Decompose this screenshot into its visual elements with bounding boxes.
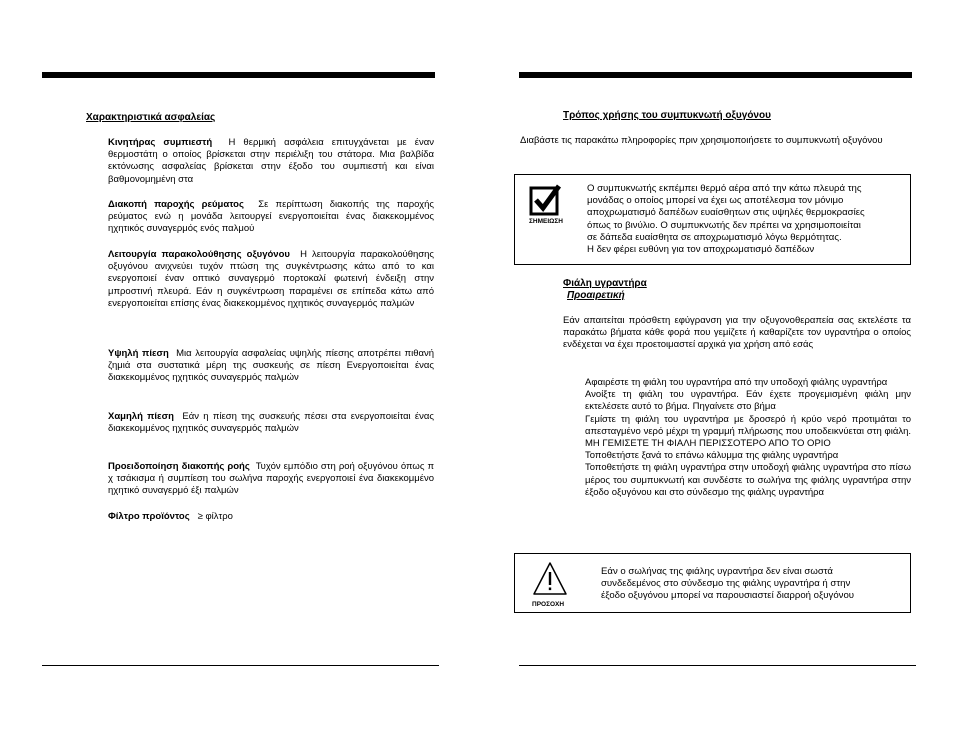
caution-line: συνδεδεμένος στο σύνδεσμο της φιάλης υγραντήρα ή στην	[601, 578, 851, 590]
safety-features-heading: Χαρακτηριστικά ασφαλείας	[86, 112, 216, 123]
section-high-pressure	[108, 348, 434, 385]
step-item: Γεμίστε τη φιάλη του υγραντήρα με δροσερό ή κρύο νερό προτιμάται το απεσταγμένο νερό μέχρι τη γραμμή πλήρωσης που υποδεικνύεται στη φιάλη. ΜΗ ΓΕΜΙΣΕΤΕ ΤΗ ΦΙΑΛΗ ΠΕΡΙΣΣΟΤΕΡΟ ΑΠΟ ΤΟ ΟΡΙΟ	[585, 413, 911, 450]
section-text: Σε περίπτωση διακοπής της παροχής ρεύματος ενώ η μονάδα λειτουργεί ενεργοποιείται ένας διακεκομμένος ηχητικός συναγερμός ενός παλμού	[108, 199, 435, 235]
section-text: Η λειτουργία παρακολούθησης οξυγόνου ανιχνεύει τυχόν πτώση της συγκέντρωσης κάτω από το και ενεργοποιεί έναν οπτικό συναγερμό πορτοκαλί φωτεινή ένδειξη στην μπροστινή πλευρά. Εάν η συγκέντρωση παραμένει σε επίπεδα κάτω από ενεργοποιείται επίσης ένας διακεκομμένος ηχητικός συναγερμός παλμών	[108, 249, 435, 309]
caution-icon-label: ΠΡΟΣΟΧΗ	[532, 601, 565, 608]
step-item: Τοποθετήστε ξανά το επάνω κάλυμμα της φιάλης υγραντήρα	[585, 450, 839, 462]
caution-line: Εάν ο σωλήνας της φιάλης υγραντήρα δεν είναι σωστά	[601, 566, 833, 577]
step-item: Αφαιρέστε τη φιάλη του υγραντήρα από την υποδοχή φιάλης υγραντήρα	[585, 377, 888, 388]
note-line: αποχρωματισμό δαπέδων ευαίσθητων στις υψηλές θερμοκρασίες	[587, 207, 865, 219]
warning-triangle-icon	[532, 561, 568, 597]
step-item: Ανοίξτε τη φιάλη του υγραντήρα. Εάν έχετε προγεμισμένη φιάλη μην εκτελέσετε αυτό το βήμα. Πηγαίνετε στο βήμα	[585, 389, 911, 413]
section-product-filter	[108, 511, 434, 523]
section-text: Μια λειτουργία ασφαλείας υψηλής πίεσης αποτρέπει πιθανή ζημιά στα συστατικά μέρη της συσκευής σε πίεση Ενεργοποιείται ένας διακεκομμένος ηχητικός συναγερμός παλμών	[108, 348, 435, 384]
note-line: μονάδας ο οποίος μπορεί να έχει ως αποτέλεσμα τον μόνιμο	[587, 195, 844, 207]
section-compressor-motor	[108, 137, 434, 186]
section-text: Τυχόν εμπόδιο στη ροή οξυγόνου όπως π χ τσάκισμα ή συμπίεση του σωλήνα παροχής ενεργοποιεί ένα διακεκομμένο ηχητικό συναγερμό έξι παλμών	[108, 461, 434, 497]
humidifier-steps	[585, 377, 911, 499]
section-title: Διακοπή παροχής ρεύματος	[108, 199, 244, 210]
left-page-top-rule	[42, 72, 435, 78]
section-power-failure	[108, 199, 434, 236]
left-page-bottom-rule	[42, 665, 439, 666]
note-line: Ο συμπυκνωτής εκπέμπει θερμό αέρα από την κάτω πλευρά της	[587, 183, 862, 194]
section-text: ≥ φίλτρο	[197, 511, 233, 522]
section-low-pressure	[108, 411, 434, 435]
step-item: Τοποθετήστε τη φιάλη υγραντήρα στην υποδοχή φιάλης υγραντήρα στο πίσω μέρος του συμπυκνωτή και συνδέστε το σωλήνα της φιάλης υγραντήρα στην έξοδο οξυγόνου και στο σύνδεσμο της φιάλης υγραντήρα	[585, 462, 911, 498]
humidifier-heading: Φιάλη υγραντήρα	[563, 278, 647, 289]
caution-line: έξοδο οξυγόνου μπορεί να παρουσιαστεί διαρροή οξυγόνου	[601, 590, 855, 602]
section-title: Κινητήρας συμπιεστή	[108, 137, 213, 148]
usage-intro: Διαβάστε τις παρακάτω πληροφορίες πριν χρησιμοποιήσετε το συμπυκνωτή οξυγόνου	[520, 135, 883, 146]
note-box	[514, 174, 911, 265]
note-line: όπως το βινύλιο. Ο συμπυκνωτής δεν πρέπει να χρησιμοποιείται	[587, 219, 861, 231]
caution-text	[601, 566, 906, 603]
section-title: Φίλτρο προϊόντος	[108, 511, 190, 522]
usage-heading: Τρόπος χρήσης του συμπυκνωτή οξυγόνου	[563, 110, 771, 121]
note-line: Η δεν φέρει ευθύνη για τον αποχρωματισμό δαπέδων	[587, 244, 815, 256]
section-title: Χαμηλή πίεση	[108, 411, 174, 422]
section-oxygen-monitoring	[108, 249, 434, 310]
section-title: Υψηλή πίεση	[108, 348, 169, 359]
note-icon-label: ΣΗΜΕΙΩΣΗ	[529, 218, 563, 225]
note-text	[587, 183, 909, 256]
right-page-top-rule	[519, 72, 912, 78]
section-title: Λειτουργία παρακολούθησης οξυγόνου	[108, 249, 290, 260]
section-title: Προειδοποίηση διακοπής ροής	[108, 461, 250, 472]
right-page-bottom-rule	[519, 665, 916, 666]
note-line: σε δάπεδα ευαίσθητα σε αποχρωματισμό λόγω θερμότητας.	[587, 231, 842, 243]
humidifier-optional-label: Προαιρετική	[567, 290, 625, 301]
section-text: Εάν η πίεση της συσκευής πέσει στα ενεργοποιείται ένας διακεκομμένος ηχητικός συναγερμός παλμών	[108, 411, 434, 435]
section-flow-warning	[108, 461, 434, 498]
section-text: Η θερμική ασφάλεια επιτυγχάνεται με έναν θερμοστάτη ο οποίος βρίσκεται στην περιέλιξη του στάτορα. Μια βαλβίδα εκτόνωσης ασφαλείας βρίσκεται στην έξοδο του συμπιεστή και είναι βαθμονομημένη στα	[108, 137, 434, 185]
checkmark-icon	[529, 184, 563, 218]
humidifier-intro: Εάν απαιτείται πρόσθετη εφύγρανση για την οξυγονοθεραπεία σας εκτελέστε τα παρακάτω βήματα κάθε φορά που γεμίζετε ή καθαρίζετε τον υγραντήρα ο οποίος ενδέχεται να έχει προετοιμαστεί αρχικά για χρήση από εσάς	[563, 315, 911, 351]
caution-box	[514, 553, 911, 613]
